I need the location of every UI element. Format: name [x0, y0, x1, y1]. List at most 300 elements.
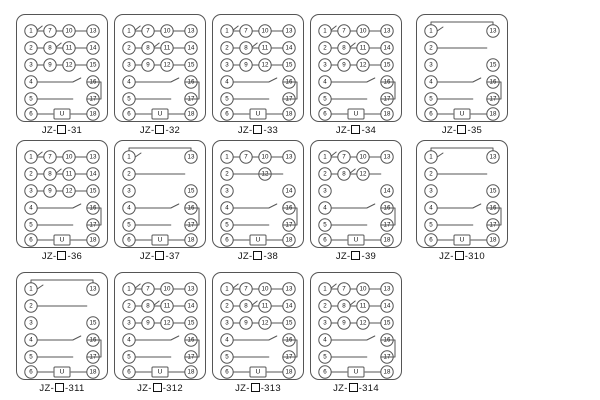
svg-text:13: 13 [383, 153, 391, 161]
terminal-pin-1[interactable] [319, 283, 331, 295]
svg-text:18: 18 [285, 236, 293, 244]
caption-box-icon [55, 383, 64, 392]
terminal-pin-10[interactable] [161, 283, 173, 295]
contact-blade-3 [171, 204, 179, 208]
terminal-pin-5[interactable] [221, 93, 233, 105]
terminal-pin-18[interactable] [283, 234, 295, 246]
panel-jz-314 [310, 272, 402, 394]
svg-text:17: 17 [285, 95, 293, 103]
terminal-pin-10[interactable] [357, 25, 369, 37]
caption-box-icon [351, 251, 360, 260]
wiring-svg-jz-32 [115, 15, 207, 123]
panel-jz-35 [416, 14, 508, 136]
svg-text:10: 10 [359, 285, 367, 293]
terminal-pin-6[interactable] [25, 366, 37, 378]
terminal-pin-1[interactable] [123, 151, 135, 163]
terminal-pin-12[interactable] [63, 185, 75, 197]
terminal-pin-12[interactable] [259, 317, 271, 329]
svg-text:1: 1 [29, 27, 33, 35]
terminal-pin-14[interactable] [381, 42, 393, 54]
contact-blade-1 [37, 285, 43, 289]
svg-text:14: 14 [187, 302, 195, 310]
svg-text:4: 4 [323, 204, 327, 212]
terminal-pin-2[interactable] [425, 42, 437, 54]
caption-suffix: -35 [467, 125, 483, 136]
terminal-pin-14[interactable] [185, 300, 197, 312]
terminal-pin-18[interactable] [87, 234, 99, 246]
terminal-pin-5[interactable] [319, 93, 331, 105]
terminal-pin-8[interactable] [142, 42, 154, 54]
terminal-pin-5[interactable] [123, 93, 135, 105]
terminal-pin-10[interactable] [63, 25, 75, 37]
svg-text:6: 6 [127, 236, 131, 244]
terminal-pin-10[interactable] [357, 283, 369, 295]
coil-symbol [454, 109, 470, 119]
terminal-pin-1[interactable] [25, 25, 37, 37]
terminal-pin-13[interactable] [185, 283, 197, 295]
terminal-pin-15[interactable] [381, 317, 393, 329]
terminal-pin-14[interactable] [185, 42, 197, 54]
terminal-pin-9[interactable] [142, 59, 154, 71]
terminal-pin-18[interactable] [87, 108, 99, 120]
svg-text:1: 1 [29, 153, 33, 161]
terminal-pin-18[interactable] [381, 108, 393, 120]
contact-blade-3 [269, 204, 277, 208]
terminal-pin-1[interactable] [123, 25, 135, 37]
terminal-pin-9[interactable] [44, 185, 56, 197]
terminal-pin-14[interactable] [87, 168, 99, 180]
terminal-pin-7[interactable] [44, 151, 56, 163]
terminal-pin-9[interactable] [338, 59, 350, 71]
terminal-pin-1[interactable] [319, 25, 331, 37]
terminal-pin-2[interactable] [123, 168, 135, 180]
svg-text:16: 16 [89, 204, 97, 212]
caption-prefix: JZ- [441, 125, 457, 136]
terminal-pin-2[interactable] [425, 168, 437, 180]
terminal-pin-10[interactable] [259, 283, 271, 295]
caption-box-icon [57, 251, 66, 260]
svg-text:18: 18 [489, 110, 497, 118]
svg-text:U: U [255, 368, 261, 376]
terminal-pin-8[interactable] [338, 300, 350, 312]
terminal-pin-8[interactable] [240, 42, 252, 54]
svg-text:10: 10 [359, 153, 367, 161]
svg-text:18: 18 [489, 236, 497, 244]
terminal-pin-4[interactable] [319, 334, 331, 346]
terminal-pin-5[interactable] [25, 93, 37, 105]
caption-suffix: -39 [361, 251, 377, 262]
contact-blade-3 [473, 204, 481, 208]
terminal-pin-14[interactable] [283, 300, 295, 312]
terminal-pin-5[interactable] [425, 219, 437, 231]
svg-text:U: U [353, 110, 359, 118]
svg-text:10: 10 [261, 285, 269, 293]
terminal-pin-10[interactable] [357, 151, 369, 163]
contact-blade-2 [252, 43, 257, 47]
terminal-pin-10[interactable] [161, 25, 173, 37]
svg-text:U: U [157, 236, 163, 244]
terminal-pin-18[interactable] [185, 366, 197, 378]
coil-symbol [54, 367, 70, 377]
terminal-pin-4[interactable] [425, 202, 437, 214]
svg-text:2: 2 [225, 302, 229, 310]
caption-box-icon [253, 125, 262, 134]
panel-body-jz-32 [114, 14, 206, 122]
terminal-pin-6[interactable] [123, 234, 135, 246]
terminal-pin-15[interactable] [185, 59, 197, 71]
terminal-pin-18[interactable] [283, 366, 295, 378]
terminal-pin-2[interactable] [25, 300, 37, 312]
terminal-pin-3[interactable] [221, 59, 233, 71]
terminal-pin-8[interactable] [44, 168, 56, 180]
svg-text:5: 5 [127, 353, 131, 361]
terminal-pin-13[interactable] [381, 25, 393, 37]
svg-text:U: U [59, 110, 65, 118]
panel-caption-jz-37 [114, 251, 206, 262]
terminal-pin-5[interactable] [221, 351, 233, 363]
panel-caption-jz-35 [416, 125, 508, 136]
terminal-pin-15[interactable] [381, 59, 393, 71]
terminal-pin-4[interactable] [25, 202, 37, 214]
terminal-pin-4[interactable] [319, 76, 331, 88]
terminal-pin-3[interactable] [25, 185, 37, 197]
terminal-pin-14[interactable] [283, 42, 295, 54]
svg-text:3: 3 [429, 187, 433, 195]
terminal-pin-6[interactable] [221, 234, 233, 246]
svg-text:12: 12 [163, 61, 171, 69]
panel-jz-38 [212, 140, 304, 262]
svg-text:4: 4 [29, 336, 33, 344]
svg-text:12: 12 [261, 170, 269, 178]
terminal-pin-13[interactable] [283, 25, 295, 37]
terminal-pin-6[interactable] [123, 108, 135, 120]
terminal-pin-13[interactable] [87, 151, 99, 163]
terminal-pin-1[interactable] [123, 283, 135, 295]
terminal-pin-8[interactable] [44, 42, 56, 54]
terminal-pin-4[interactable] [221, 202, 233, 214]
terminal-pin-13[interactable] [87, 283, 99, 295]
terminal-pin-13[interactable] [283, 283, 295, 295]
terminal-pin-7[interactable] [240, 151, 252, 163]
terminal-pin-9[interactable] [142, 317, 154, 329]
terminal-pin-1[interactable] [25, 283, 37, 295]
terminal-pin-7[interactable] [142, 25, 154, 37]
terminal-pin-11[interactable] [63, 168, 75, 180]
contact-blade-2 [350, 169, 355, 173]
terminal-pin-8[interactable] [338, 168, 350, 180]
terminal-pin-11[interactable] [259, 300, 271, 312]
terminal-pin-5[interactable] [25, 219, 37, 231]
terminal-pin-1[interactable] [425, 25, 437, 37]
terminal-pin-3[interactable] [123, 185, 135, 197]
svg-text:3: 3 [323, 61, 327, 69]
caption-prefix: JZ- [333, 383, 348, 394]
svg-text:6: 6 [127, 368, 131, 376]
terminal-pin-6[interactable] [25, 108, 37, 120]
terminal-pin-12[interactable] [259, 59, 271, 71]
terminal-pin-4[interactable] [319, 202, 331, 214]
terminal-pin-13[interactable] [283, 151, 295, 163]
terminal-pin-15[interactable] [185, 317, 197, 329]
terminal-pin-6[interactable] [221, 366, 233, 378]
terminal-pin-3[interactable] [319, 317, 331, 329]
coil-symbol [454, 235, 470, 245]
svg-text:10: 10 [359, 27, 367, 35]
terminal-pin-15[interactable] [87, 317, 99, 329]
svg-text:12: 12 [65, 187, 73, 195]
svg-text:8: 8 [146, 302, 150, 310]
terminal-pin-15[interactable] [185, 185, 197, 197]
svg-text:3: 3 [225, 319, 229, 327]
terminal-pin-15[interactable] [87, 185, 99, 197]
terminal-pin-7[interactable] [338, 25, 350, 37]
contact-blade-1 [233, 284, 238, 288]
svg-text:1: 1 [225, 27, 229, 35]
svg-text:U: U [255, 110, 261, 118]
terminal-pin-11[interactable] [259, 42, 271, 54]
terminal-pin-6[interactable] [221, 108, 233, 120]
terminal-pin-7[interactable] [338, 283, 350, 295]
terminal-pin-12[interactable] [357, 59, 369, 71]
svg-text:15: 15 [187, 319, 195, 327]
terminal-pin-2[interactable] [221, 42, 233, 54]
terminal-pin-11[interactable] [161, 42, 173, 54]
terminal-pin-5[interactable] [221, 219, 233, 231]
terminal-pin-15[interactable] [487, 59, 499, 71]
terminal-pin-5[interactable] [319, 219, 331, 231]
terminal-pin-18[interactable] [381, 234, 393, 246]
terminal-pin-2[interactable] [25, 168, 37, 180]
terminal-pin-2[interactable] [123, 300, 135, 312]
panel-jz-32 [114, 14, 206, 136]
terminal-pin-6[interactable] [319, 366, 331, 378]
terminal-pin-5[interactable] [25, 351, 37, 363]
caption-suffix: -313 [260, 383, 281, 394]
svg-text:8: 8 [146, 44, 150, 52]
svg-text:17: 17 [89, 221, 97, 229]
terminal-pin-4[interactable] [123, 334, 135, 346]
terminal-pin-2[interactable] [221, 168, 233, 180]
terminal-pin-13[interactable] [185, 151, 197, 163]
terminal-pin-1[interactable] [221, 283, 233, 295]
panel-body-jz-39 [310, 140, 402, 248]
svg-text:4: 4 [225, 336, 229, 344]
terminal-pin-7[interactable] [44, 25, 56, 37]
terminal-pin-4[interactable] [25, 76, 37, 88]
terminal-pin-6[interactable] [425, 234, 437, 246]
terminal-pin-8[interactable] [338, 42, 350, 54]
terminal-pin-9[interactable] [338, 317, 350, 329]
svg-text:13: 13 [383, 27, 391, 35]
terminal-pin-3[interactable] [425, 59, 437, 71]
svg-text:6: 6 [323, 110, 327, 118]
terminal-pin-6[interactable] [425, 108, 437, 120]
terminal-pin-18[interactable] [487, 234, 499, 246]
svg-text:18: 18 [285, 110, 293, 118]
contact-blade-1 [331, 26, 336, 30]
svg-text:3: 3 [29, 61, 33, 69]
terminal-pin-4[interactable] [221, 76, 233, 88]
svg-text:16: 16 [89, 78, 97, 86]
svg-text:17: 17 [187, 221, 195, 229]
panel-jz-313 [212, 272, 304, 394]
terminal-pin-7[interactable] [142, 283, 154, 295]
panel-jz-36 [16, 140, 108, 262]
panel-caption-jz-38 [212, 251, 304, 262]
terminal-pin-12[interactable] [161, 317, 173, 329]
terminal-pin-14[interactable] [381, 300, 393, 312]
svg-text:10: 10 [163, 27, 171, 35]
svg-text:15: 15 [285, 319, 293, 327]
terminal-pin-11[interactable] [357, 42, 369, 54]
svg-text:16: 16 [187, 78, 195, 86]
svg-text:11: 11 [163, 302, 171, 310]
svg-text:2: 2 [323, 44, 327, 52]
terminal-pin-3[interactable] [319, 59, 331, 71]
terminal-pin-14[interactable] [87, 42, 99, 54]
terminal-pin-10[interactable] [259, 25, 271, 37]
terminal-pin-8[interactable] [142, 300, 154, 312]
terminal-pin-12[interactable] [161, 59, 173, 71]
panel-body-jz-34 [310, 14, 402, 122]
terminal-pin-1[interactable] [221, 151, 233, 163]
terminal-pin-18[interactable] [87, 366, 99, 378]
terminal-pin-3[interactable] [123, 317, 135, 329]
terminal-pin-13[interactable] [381, 151, 393, 163]
terminal-pin-11[interactable] [357, 300, 369, 312]
terminal-pin-1[interactable] [425, 151, 437, 163]
terminal-pin-7[interactable] [338, 151, 350, 163]
svg-text:14: 14 [89, 170, 97, 178]
terminal-pin-1[interactable] [25, 151, 37, 163]
svg-text:14: 14 [383, 302, 391, 310]
contact-blade-3 [367, 78, 375, 82]
terminal-pin-9[interactable] [240, 59, 252, 71]
panel-body-jz-36 [16, 140, 108, 248]
svg-text:8: 8 [244, 44, 248, 52]
terminal-pin-2[interactable] [25, 42, 37, 54]
terminal-pin-6[interactable] [25, 234, 37, 246]
svg-text:11: 11 [261, 302, 269, 310]
terminal-pin-12[interactable] [63, 59, 75, 71]
terminal-pin-13[interactable] [381, 283, 393, 295]
coil-symbol [152, 109, 168, 119]
panel-body-jz-37 [114, 140, 206, 248]
svg-text:11: 11 [359, 44, 367, 52]
svg-text:3: 3 [323, 187, 327, 195]
terminal-pin-11[interactable] [63, 42, 75, 54]
terminal-pin-18[interactable] [487, 108, 499, 120]
terminal-pin-15[interactable] [87, 59, 99, 71]
panel-jz-312 [114, 272, 206, 394]
terminal-pin-12[interactable] [357, 317, 369, 329]
svg-text:13: 13 [89, 153, 97, 161]
contact-blade-3 [367, 336, 375, 340]
terminal-pin-18[interactable] [185, 234, 197, 246]
terminal-pin-5[interactable] [123, 351, 135, 363]
terminal-pin-5[interactable] [319, 351, 331, 363]
terminal-pin-12[interactable] [357, 168, 369, 180]
terminal-pin-3[interactable] [425, 185, 437, 197]
terminal-pin-1[interactable] [221, 25, 233, 37]
terminal-pin-2[interactable] [319, 168, 331, 180]
terminal-pin-15[interactable] [283, 59, 295, 71]
terminal-pin-15[interactable] [487, 185, 499, 197]
terminal-pin-5[interactable] [123, 219, 135, 231]
svg-text:4: 4 [29, 204, 33, 212]
caption-prefix: JZ- [235, 383, 250, 394]
terminal-pin-3[interactable] [25, 317, 37, 329]
terminal-pin-8[interactable] [240, 300, 252, 312]
terminal-pin-4[interactable] [221, 334, 233, 346]
terminal-pin-3[interactable] [123, 59, 135, 71]
svg-text:7: 7 [342, 285, 346, 293]
terminal-pin-18[interactable] [381, 366, 393, 378]
terminal-pin-7[interactable] [240, 25, 252, 37]
terminal-pin-3[interactable] [25, 59, 37, 71]
terminal-pin-14[interactable] [283, 185, 295, 197]
terminal-pin-14[interactable] [381, 185, 393, 197]
terminal-pin-4[interactable] [25, 334, 37, 346]
terminal-pin-3[interactable] [221, 185, 233, 197]
svg-text:13: 13 [187, 153, 195, 161]
svg-text:12: 12 [359, 170, 367, 178]
svg-text:7: 7 [342, 153, 346, 161]
terminal-pin-6[interactable] [319, 234, 331, 246]
caption-suffix: -32 [165, 125, 181, 136]
svg-text:9: 9 [244, 319, 248, 327]
terminal-pin-2[interactable] [319, 42, 331, 54]
panel-body-jz-31 [16, 14, 108, 122]
terminal-pin-2[interactable] [123, 42, 135, 54]
terminal-pin-10[interactable] [259, 151, 271, 163]
terminal-pin-3[interactable] [319, 185, 331, 197]
svg-text:4: 4 [323, 336, 327, 344]
svg-text:18: 18 [187, 368, 195, 376]
terminal-pin-10[interactable] [63, 151, 75, 163]
terminal-pin-9[interactable] [240, 317, 252, 329]
terminal-pin-2[interactable] [319, 300, 331, 312]
svg-text:5: 5 [29, 95, 33, 103]
wire-top-bracket [129, 148, 191, 151]
terminal-pin-13[interactable] [487, 25, 499, 37]
terminal-pin-1[interactable] [319, 151, 331, 163]
terminal-pin-2[interactable] [221, 300, 233, 312]
svg-text:4: 4 [225, 78, 229, 86]
terminal-pin-15[interactable] [283, 317, 295, 329]
terminal-pin-13[interactable] [87, 25, 99, 37]
contact-blade-2 [56, 43, 61, 47]
panel-body-jz-313 [212, 272, 304, 380]
svg-text:6: 6 [127, 110, 131, 118]
terminal-pin-11[interactable] [161, 300, 173, 312]
terminal-pin-9[interactable] [44, 59, 56, 71]
terminal-pin-18[interactable] [283, 108, 295, 120]
terminal-pin-3[interactable] [221, 317, 233, 329]
terminal-pin-6[interactable] [123, 366, 135, 378]
terminal-pin-4[interactable] [425, 76, 437, 88]
terminal-pin-4[interactable] [123, 202, 135, 214]
terminal-pin-7[interactable] [240, 283, 252, 295]
svg-text:18: 18 [89, 368, 97, 376]
terminal-pin-6[interactable] [319, 108, 331, 120]
terminal-pin-18[interactable] [185, 108, 197, 120]
terminal-pin-5[interactable] [425, 93, 437, 105]
terminal-pin-4[interactable] [123, 76, 135, 88]
contact-blade-3 [73, 78, 81, 82]
terminal-pin-13[interactable] [185, 25, 197, 37]
terminal-pin-13[interactable] [487, 151, 499, 163]
